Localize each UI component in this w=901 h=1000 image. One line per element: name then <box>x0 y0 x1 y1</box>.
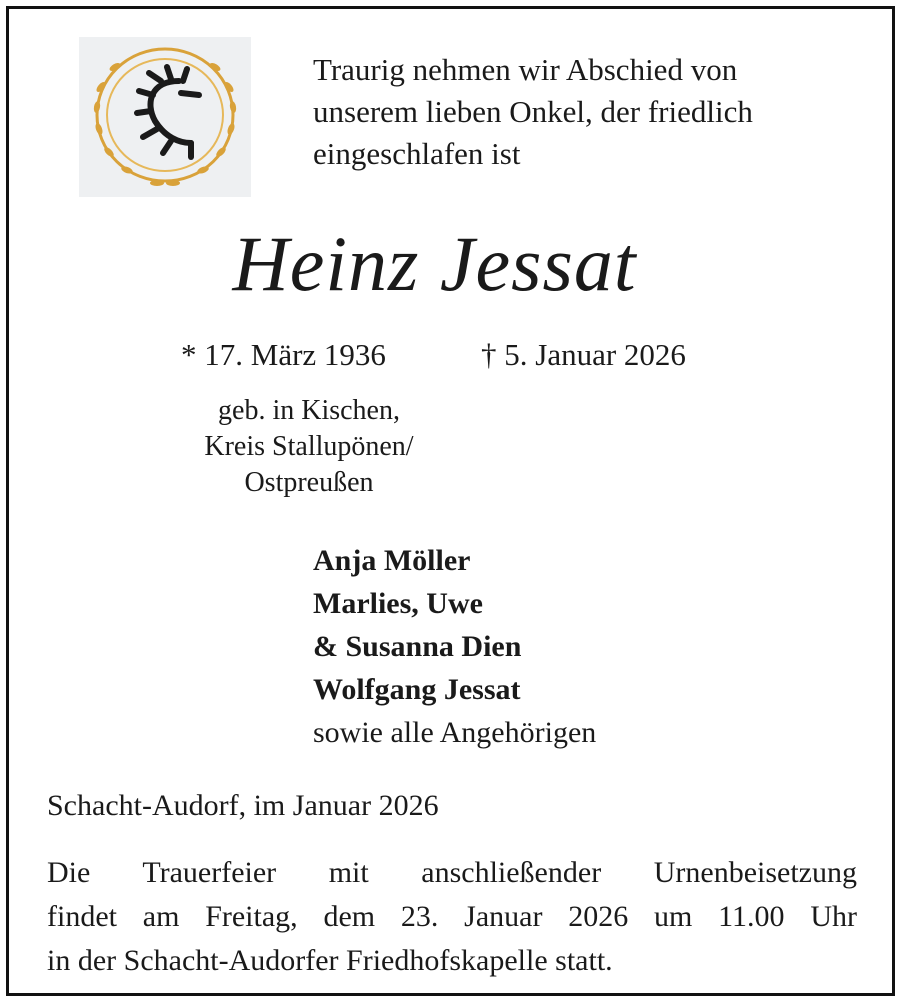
birthplace-line: geb. in Kischen, <box>218 395 400 426</box>
intro-line: eingeschlafen ist <box>313 136 521 171</box>
birthplace-line: Ostpreußen <box>244 467 374 498</box>
mourner-name: Marlies, Uwe <box>313 587 483 620</box>
intro-line: unserem lieben Onkel, der friedlich <box>313 94 753 129</box>
mourners-closing: sowie alle Angehörigen <box>313 716 597 749</box>
ceremony-info <box>47 851 857 983</box>
obituary-notice <box>6 6 895 996</box>
place-date: Schacht-Audorf, im Januar 2026 <box>47 789 439 822</box>
death-date: † 5. Januar 2026 <box>481 337 686 372</box>
intro-text <box>313 49 873 175</box>
birthplace <box>159 393 459 501</box>
intro-line: Traurig nehmen wir Abschied von <box>313 52 738 87</box>
elk-rune-wheat-wreath-icon <box>79 37 251 197</box>
deceased-name <box>9 214 892 314</box>
ceremony-line: Die Trauerfeier mit anschließender Urnenbeisetzung <box>47 856 857 889</box>
mourner-name: & Susanna Dien <box>313 630 522 663</box>
ceremony-line: findet am Freitag, dem 23. Januar 2026 um 11.00 Uhr <box>47 900 857 933</box>
mourners-list <box>313 539 596 754</box>
deceased-name-text: Heinz Jessat <box>232 220 637 307</box>
mourner-name: Wolfgang Jessat <box>313 673 521 706</box>
birth-date: * 17. März 1936 <box>181 337 386 372</box>
birthplace-line: Kreis Stallupönen/ <box>204 431 414 462</box>
ceremony-line: in der Schacht-Audorfer Friedhofskapelle statt. <box>47 944 613 977</box>
mourner-name: Anja Möller <box>313 544 471 577</box>
